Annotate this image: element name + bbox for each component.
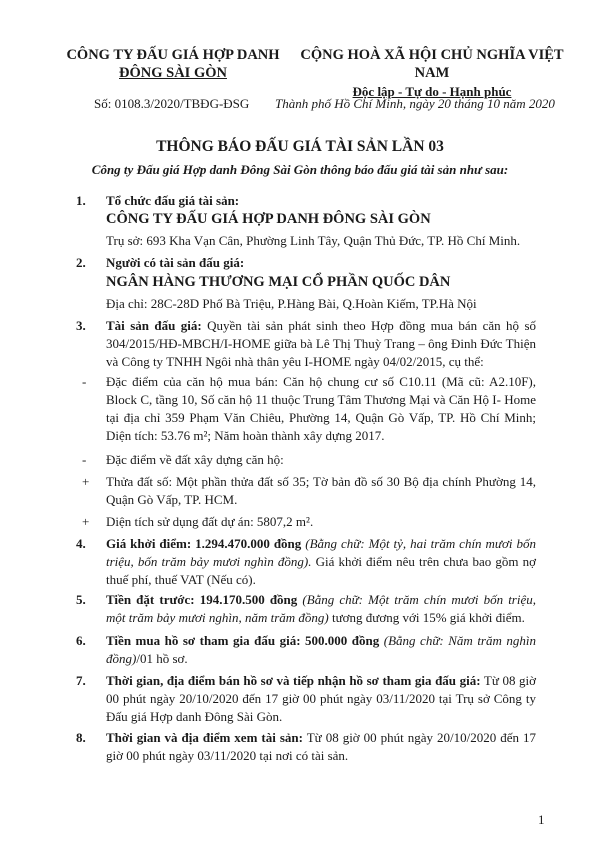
- reference-number: Số: 0108.3/2020/TBĐG-ĐSG: [94, 96, 250, 111]
- starting-price-words: (Bằng chữ: Một tỷ, hai trăm chín mươi bốn triệu, bốn trăm bảy mươi nghìn đồng).: [106, 536, 536, 569]
- viewing-schedule-label: Thời gian và địa điểm xem tài sản:: [106, 730, 303, 745]
- national-motto: Độc lập - Tự do - Hạnh phúc: [352, 84, 512, 99]
- section-paragraph: [106, 317, 536, 371]
- page-number: 1: [538, 812, 545, 827]
- deposit-note: tương đương với 15% giá khởi điểm.: [332, 610, 525, 625]
- apartment-details: Đặc điểm của căn hộ mua bán: Căn hộ chung cư số C10.11 (Mã cũ: A2.10F), Block C, tầng 10, Số căn hộ 11 thuộc Trung Tâm Thương Mại và Căn Hộ I- Home tại địa chỉ 359 Phạm Văn Chiêu, Phường 14, Quận Gò Vấp, TP. Hồ Chí Minh; Diện tích: 53.76 m²; Năm hoàn thành xây dựng 2017.: [106, 374, 536, 443]
- auction-company-address: Trụ sở: 693 Kha Vạn Cân, Phường Linh Tây, Quận Thủ Đức, TP. Hồ Chí Minh.: [106, 233, 521, 248]
- dossier-fee: Tiền mua hồ sơ tham gia đấu giá: 500.000 đồng: [106, 633, 380, 648]
- dossier-schedule-text: Từ 08 giờ 00 phút ngày 20/10/2020 đến 17 giờ 00 phút ngày 03/11/2020 tại Trụ sở Công ty Đấu giá Hợp danh Đông Sài Gòn.: [106, 673, 536, 724]
- company-name-line1: CÔNG TY ĐẤU GIÁ HỢP DANH: [66, 47, 280, 63]
- deposit-amount: Tiền đặt trước: 194.170.500 đồng: [106, 592, 298, 607]
- asset-description: Quyền tài sản phát sinh theo Hợp đồng mua bán căn hộ số 304/2015/HĐ-MBCH/I-HOME giữa bà Lê Thị Thuỳ Trang – ông Đinh Đức Thiện và Công ty TNHH Ngôi nhà thân yêu I-HOME ngày 04/02/2015, cụ thể:: [106, 318, 537, 369]
- section-number: 1.: [76, 193, 86, 208]
- asset-owner-address: Địa chỉ: 28C-28D Phố Bà Triệu, P.Hàng Bài, Q.Hoàn Kiếm, TP.Hà Nội: [106, 296, 477, 311]
- asset-owner-name: NGÂN HÀNG THƯƠNG MẠI CỔ PHẦN QUỐC DÂN: [106, 274, 451, 290]
- section-number: 2.: [76, 255, 86, 270]
- section-number: 5.: [76, 592, 86, 607]
- section-paragraph: [106, 729, 536, 765]
- national-title: CỘNG HOÀ XÃ HỘI CHỦ NGHĨA VIỆT NAM: [300, 47, 564, 81]
- land-details-heading: Đặc điểm về đất xây dựng căn hộ:: [106, 452, 284, 467]
- section-number: 7.: [76, 673, 86, 688]
- company-header: [58, 46, 288, 82]
- document-title: THÔNG BÁO ĐẤU GIÁ TÀI SẢN LẦN 03: [156, 138, 444, 155]
- asset-label: Tài sản đấu giá:: [106, 318, 202, 333]
- section-paragraph: [106, 535, 536, 589]
- dossier-schedule-label: Thời gian, địa điểm bán hồ sơ và tiếp nhận hồ sơ tham gia đấu giá:: [106, 673, 481, 688]
- auction-company-name: CÔNG TY ĐẤU GIÁ HỢP DANH ĐÔNG SÀI GÒN: [106, 211, 431, 227]
- dash-marker: -: [82, 374, 87, 389]
- plus-marker: +: [82, 514, 90, 529]
- section-number: 8.: [76, 730, 86, 745]
- land-area-details: Diện tích sử dụng đất dự án: 5807,2 m².: [106, 514, 314, 529]
- document-intro: Công ty Đấu giá Hợp danh Đông Sài Gòn thông báo đấu giá tài sản như sau:: [91, 162, 509, 177]
- place-date: Thành phố Hồ Chí Minh, ngày 20 tháng 10 năm 2020: [275, 96, 555, 111]
- deposit-words: (Bằng chữ: Một trăm chín mươi bốn triệu, một trăm bảy mươi nghìn, năm trăm đồng): [106, 592, 536, 625]
- dossier-fee-words: (Bằng chữ: Năm trăm nghìn đồng): [106, 633, 536, 666]
- land-plot-details: Thửa đất số: Một phần thửa đất số 35; Tờ bản đồ số 30 Bộ địa chính Phường 14, Quận Gò Vấp, TP. HCM.: [106, 474, 536, 507]
- plus-marker: +: [82, 474, 90, 489]
- dossier-fee-note: /01 hồ sơ.: [136, 651, 188, 666]
- section-number: 3.: [76, 318, 86, 333]
- section-number: 4.: [76, 536, 86, 551]
- company-name-line2: ĐÔNG SÀI GÒN: [119, 65, 227, 81]
- starting-price: Giá khởi điểm: 1.294.470.000 đồng: [106, 536, 302, 551]
- national-header: [282, 46, 582, 101]
- starting-price-note: Giá khởi điểm nêu trên chưa bao gồm nợ thuế phí, thuế VAT (Nếu có).: [106, 554, 537, 587]
- section-paragraph: [106, 672, 536, 726]
- section-number: 6.: [76, 633, 86, 648]
- section-paragraph: [106, 632, 536, 668]
- section-paragraph: [106, 591, 536, 627]
- section-heading: Tổ chức đấu giá tài sản:: [106, 193, 240, 208]
- section-heading: Người có tài sản đấu giá:: [106, 255, 245, 270]
- dash-marker: -: [82, 452, 87, 467]
- viewing-schedule-text: Từ 08 giờ 00 phút ngày 20/10/2020 đến 17 giờ 00 phút ngày 03/11/2020 tại nơi có tài sản.: [106, 730, 537, 763]
